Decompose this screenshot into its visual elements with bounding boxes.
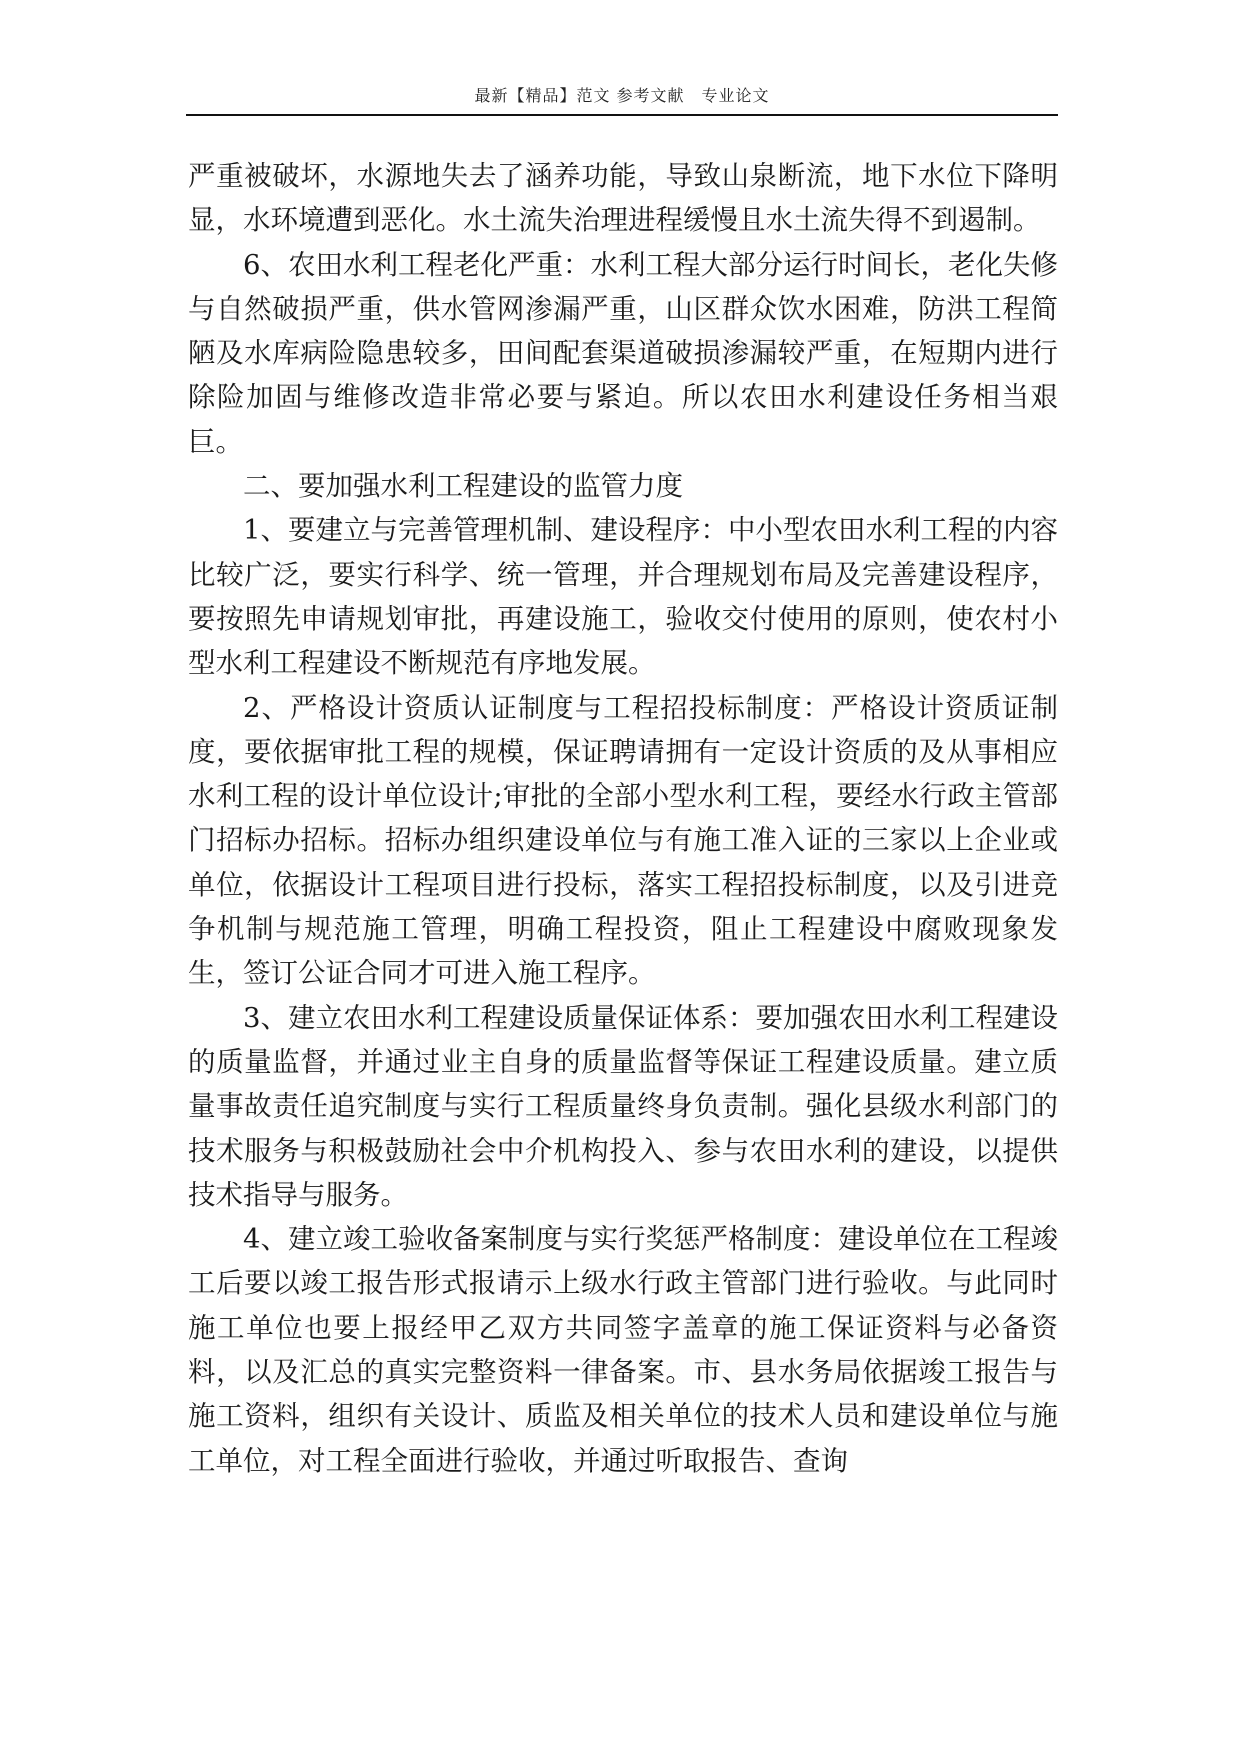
paragraph-item-3: 3、建立农田水利工程建设质量保证体系：要加强农田水利工程建设的质量监督，并通过业主自身的质量监督等保证工程建设质量。建立质量事故责任追究制度与实行工程质量终身负责制。强化县级水利部门的技术服务与积极鼓励社会中介机构投入、参与农田水利的建设，以提供技术指导与服务。 <box>188 1001 1058 1211</box>
paragraph-item-2: 2、严格设计资质认证制度与工程招投标制度：严格设计资质证制度，要依据审批工程的规模，保证聘请拥有一定设计资质的及从事相应水利工程的设计单位设计;审批的全部小型水利工程，要经水行政主管部门招标办招标。招标办组织建设单位与有施工准入证的三家以上企业或单位，依据设计工程项目进行投标，落实工程招投标制度，以及引进竞争机制与规范施工管理，明确工程投资，阻止工程建设中腐败现象发生，签订公证合同才可进入施工程序。 <box>188 691 1058 990</box>
section-heading: 二、要加强水利工程建设的监管力度 <box>243 470 683 503</box>
page-header: 最新【精品】范文 参考文献 专业论文 <box>474 86 770 105</box>
header-divider <box>186 114 1058 116</box>
paragraph-continuation: 严重被破坏，水源地失去了涵养功能，导致山泉断流，地下水位下降明显，水环境遭到恶化。水土流失治理进程缓慢且水土流失得不到遏制。 <box>188 160 1058 237</box>
paragraph-item-4: 4、建立竣工验收备案制度与实行奖惩严格制度：建设单位在工程竣工后要以竣工报告形式报请示上级水行政主管部门进行验收。与此同时施工单位也要上报经甲乙双方共同签字盖章的施工保证资料与必备资料，以及汇总的真实完整资料一律备案。市、县水务局依据竣工报告与施工资料，组织有关设计、质监及相关单位的技术人员和建设单位与施工单位，对工程全面进行验收，并通过听取报告、查询 <box>188 1223 1058 1477</box>
paragraph-item-6: 6、农田水利工程老化严重：水利工程大部分运行时间长，老化失修与自然破损严重，供水管网渗漏严重，山区群众饮水困难，防洪工程简陋及水库病险隐患较多，田间配套渠道破损渗漏较严重，在短期内进行除险加固与维修改造非常必要与紧迫。所以农田水利建设任务相当艰巨。 <box>188 248 1058 458</box>
document-body <box>188 154 1058 1483</box>
paragraph-item-1: 1、要建立与完善管理机制、建设程序：中小型农田水利工程的内容比较广泛，要实行科学、统一管理，并合理规划布局及完善建设程序，要按照先申请规划审批，再建设施工，验收交付使用的原则，使农村小型水利工程建设不断规范有序地发展。 <box>188 514 1058 680</box>
